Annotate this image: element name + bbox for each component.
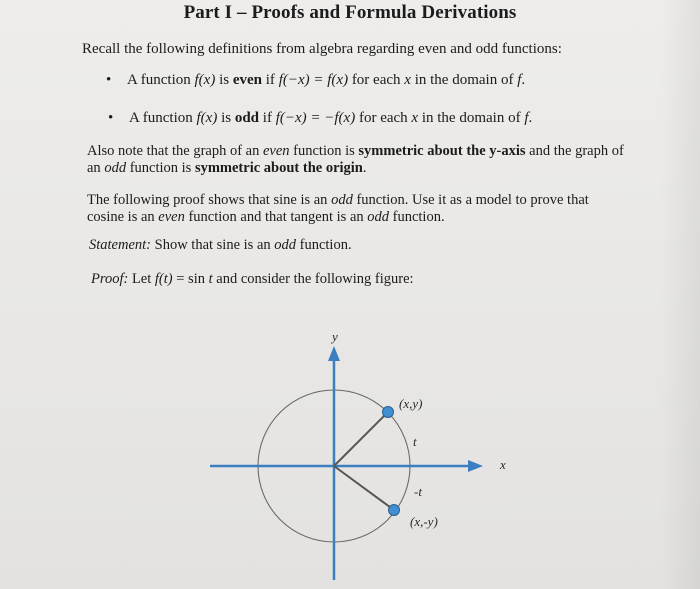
bullet-text: for each	[355, 110, 412, 126]
proof-text: and consider the following figure:	[212, 271, 414, 287]
proof-text: = sin	[172, 271, 209, 287]
bullet-math: x	[411, 110, 419, 126]
bullet-text: .	[528, 110, 533, 126]
bullet-text: if	[259, 110, 276, 126]
point-bottom	[389, 505, 400, 516]
bullet-condition: f(−x) = −f(x)	[275, 110, 356, 126]
proof-intro-text: function and that tangent is an	[184, 209, 368, 225]
bullet-condition: f(−x) = f(x)	[278, 72, 349, 88]
note-emphasis: odd	[104, 160, 127, 176]
proof-intro-emphasis: odd	[367, 209, 390, 225]
bullet-text: for each	[348, 72, 405, 88]
bullet-text: if	[262, 72, 279, 88]
note-text: and the graph of an	[87, 143, 624, 176]
bullet-text: A function	[127, 72, 195, 88]
proof-math: f(t)	[154, 271, 173, 287]
bullet-text: is	[217, 110, 235, 126]
proof-intro-text: function. Use it as a model to prove that cosine is an	[87, 192, 589, 225]
bullet-term: odd	[234, 110, 260, 126]
bullet-dot: •	[106, 72, 112, 88]
note-text: function is	[289, 143, 359, 159]
x-axis-arrow-icon	[468, 460, 483, 472]
point-top-label: (x,y)	[399, 396, 423, 411]
proof-math: t	[208, 271, 213, 287]
note-bold: symmetric about the y-axis	[358, 143, 526, 159]
intro-text: Recall the following definitions from algebra regarding even and odd functions:	[82, 41, 562, 57]
arc-top-label: t	[413, 434, 417, 449]
bullet-math: f(x)	[194, 72, 216, 88]
point-bottom-label: (x,-y)	[410, 514, 438, 529]
bullet-text: .	[521, 72, 526, 88]
terminal-ray-bottom	[334, 466, 394, 510]
proof-intro-emphasis: even	[158, 209, 185, 225]
bullet-term: even	[232, 72, 263, 88]
statement-text: function.	[296, 237, 352, 253]
bullet-text: A function	[129, 110, 197, 126]
bullet-text: in the domain of	[410, 72, 518, 88]
statement-text: Show that sine is an	[151, 237, 275, 253]
bullet-math: f(x)	[196, 110, 218, 126]
note-text: .	[362, 160, 367, 176]
bullet-text: is	[215, 72, 233, 88]
proof-intro-emphasis: odd	[331, 192, 353, 208]
point-top	[383, 407, 394, 418]
x-axis-label: x	[500, 457, 506, 472]
y-axis-arrow-icon	[328, 346, 340, 361]
statement-label: Statement:	[89, 237, 152, 253]
page-title: Part I – Proofs and Formula Derivations	[183, 2, 517, 23]
proof-intro-text: function.	[389, 209, 445, 225]
statement-emphasis: odd	[274, 237, 297, 253]
proof-label: Proof:	[91, 271, 129, 287]
note-bold: symmetric about the origin	[194, 160, 363, 176]
note-emphasis: even	[262, 143, 290, 159]
proof-text: Let	[128, 271, 155, 287]
note-text: function is	[126, 160, 195, 176]
note-text: Also note that the graph of an	[87, 143, 263, 159]
bullet-text: in the domain of	[418, 110, 525, 126]
bullet-math: f	[524, 110, 529, 126]
bullet-math: x	[404, 72, 411, 88]
arc-bottom-label: -t	[414, 484, 422, 499]
terminal-ray-top	[334, 412, 388, 466]
y-axis-label: y	[332, 329, 338, 344]
bullet-math: f	[517, 72, 522, 88]
bullet-dot: •	[108, 110, 114, 126]
proof-intro-text: The following proof shows that sine is an	[87, 192, 332, 208]
